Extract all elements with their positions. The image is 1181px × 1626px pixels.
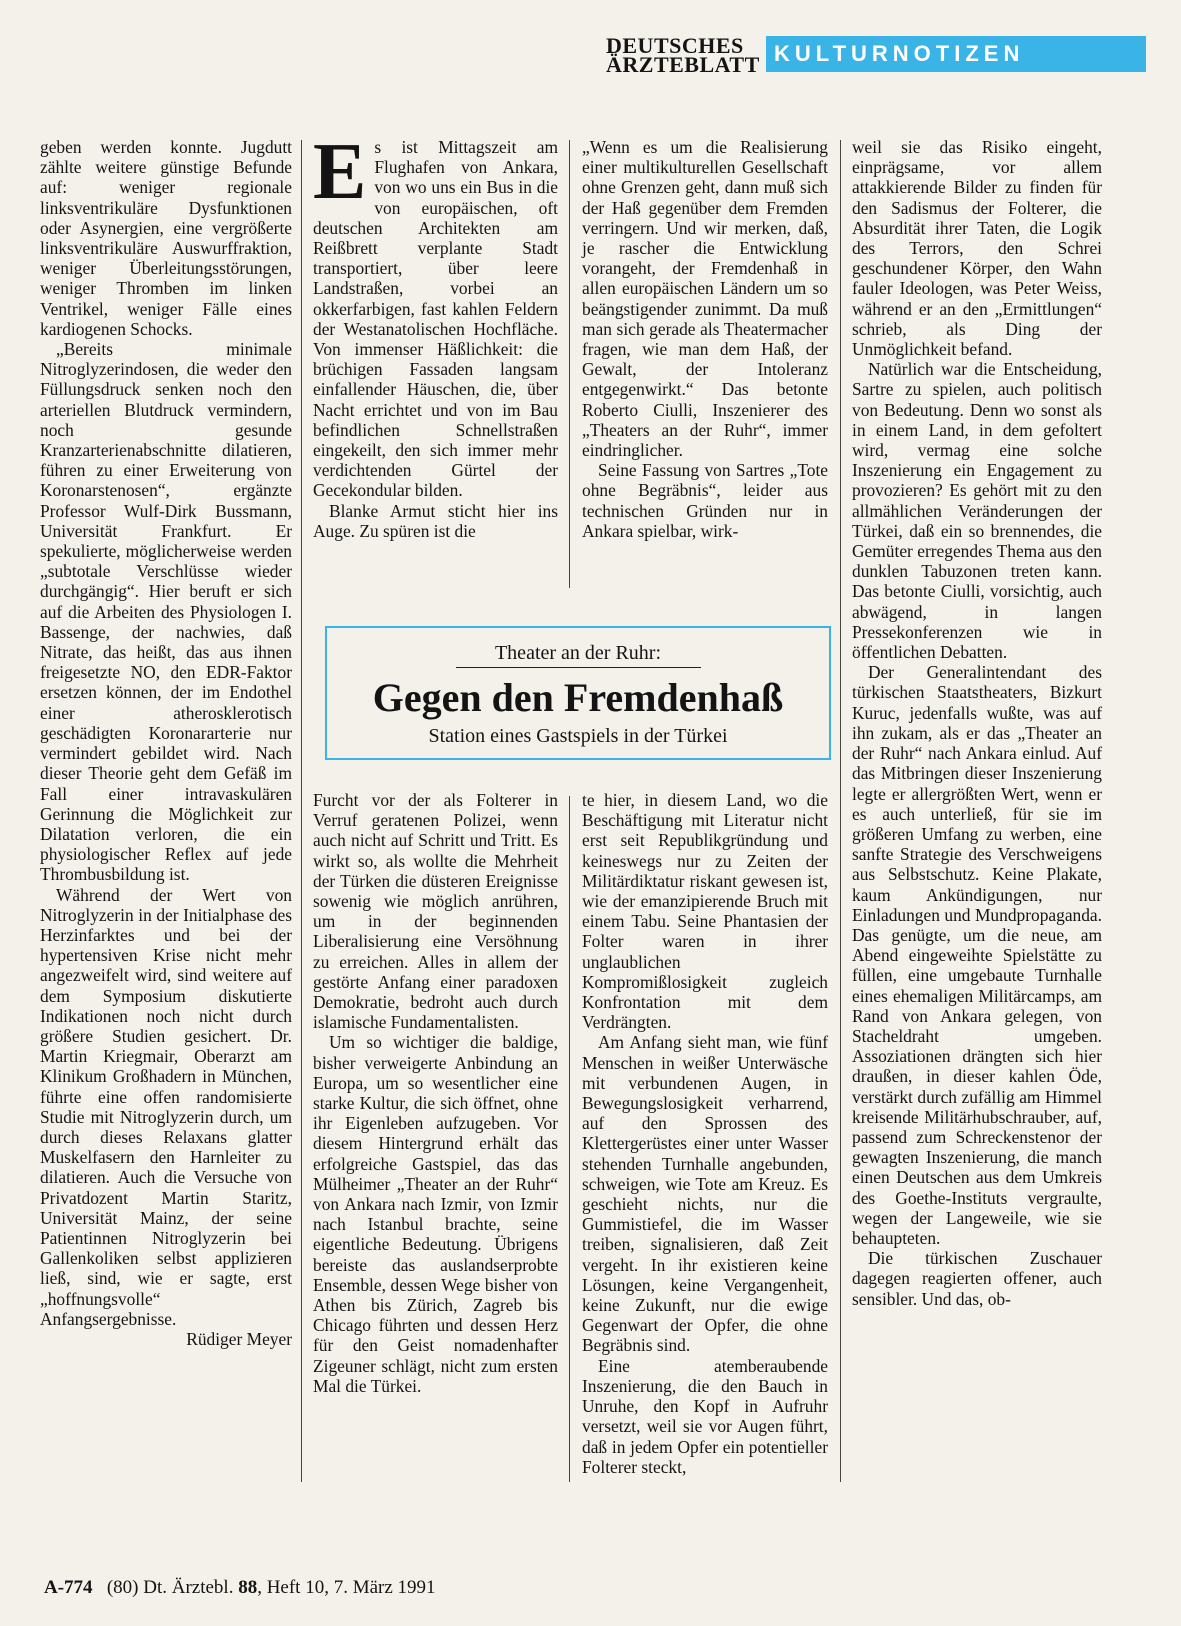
col4-paragraph-3: Der Generalintendant des türkischen Staatstheaters, Bizkurt Kuruc, jedenfalls wußte, was auf ihn zukam, als er das „Theater an der Ruhr“ nach Ankara einlud. Auf das Mitbringen dieser Inszenierung legte er allergrößten Wert, wenn er es auch unterließ, für sie im größeren Umfang zu werben, eine sanfte Strategie des Verschweigens aus Selbstschutz. Keine Plakate, kaum Ankündigungen, nur Einladungen und Mundpropaganda. Das genügte, um die neue, am Abend eingeweihte Spielstätte zu füllen, eine umgebaute Turnhalle eines ehemaligen Militärcamps, am Rand von Ankara gelegen, von Stacheldraht umgeben. Assoziationen drängten sich hier draußen, in dieser kahlen Öde, verstärkt durch zufällig am Himmel kreisende Militärhubschrauber, auf, passend zum Schreckenstenor der gewagten Inszenierung, die manch einen Deutschen aus dem Umkreis des Goethe-Instituts vergraulte, wegen der Langeweile, wie sie behaupteten. xyxy=(852,662,1102,1248)
col1-paragraph-3: Während der Wert von Nitroglyzerin in der Initialphase des Herzinfarktes und bei der hypertensiven Krise nicht mehr angezweifelt wird, sind weitere auf dem Symposium diskutierte Indikationen noch nicht durch größere Studien gesichert. Dr. Martin Kriegmair, Oberarzt am Klinikum Großhadern in München, führte eine offen randomisierte Studie mit Nitroglyzerin durch, um durch dieses Relaxans glatter Muskelfasern den Harnleiter zu dilatieren. Auch die Versuche von Privatdozent Martin Staritz, Universität Mainz, der seine Patientinnen Nitroglyzerin bei Gallenkoliken selbst applizieren ließ, sind, wie er sagte, erst „hoffnungsvolle“ Anfangsergebnisse. xyxy=(40,884,292,1329)
col3b-paragraph-1: te hier, in diesem Land, wo die Beschäftigung mit Literatur nicht erst seit Republikgründung und keineswegs nur zu Zeiten der Militärdiktatur riskant gewesen ist, wie der emanzipierende Bruch mit einem Tabu. Seine Phantasien der Folter waren in ihrer unglaublichen Kompromißlosigkeit zugleich Konfrontation mit dem Verdrängten. xyxy=(582,790,828,1033)
col2b-paragraph-2: Um so wichtiger die baldige, bisher verweigerte Anbindung an Europa, um so wesentlicher eine starke Kultur, die sich öffnet, ohne ihr Eigenleben aufzugeben. Vor diesem Hintergrund erhält das erfolgreiche Gastspiel, das das Mülheimer „Theater an der Ruhr“ von Ankara nach Izmir, von Izmir nach Istanbul brachte, seine eigentliche Bedeutung. Übrigens bereiste das auslandserprobte Ensemble, dessen Wege bisher von Athen bis Zürich, Zagreb bis Chicago führten und dessen Herz für den Geist nomadenhafter Zigeuner schlägt, nicht zum ersten Mal die Türkei. xyxy=(313,1032,558,1396)
col4-paragraph-4: Die türkischen Zuschauer dagegen reagierten offener, auch sensibler. Und das, ob- xyxy=(852,1248,1102,1309)
page-code: A-774 xyxy=(44,1577,93,1598)
col3b-paragraph-3: Eine atemberaubende Inszenierung, die den Bauch in Unruhe, den Kopf in Aufruhr versetzt, weil sie vor Augen führt, daß in jedem Opfer ein potentieller Folterer steckt, xyxy=(582,1355,828,1477)
col4-paragraph-1: weil sie das Risiko eingeht, einprägsame, vor allem attakkierende Bilder zu finden für den Sadismus der Folterer, die Absurdität ihrer Taten, die Logik des Terrors, den Schrei geschundener Körper, den Wahn fauler Ideologen, was Peter Weiss, während er an den „Ermittlungen“ schrieb, als Ding der Unmöglichkeit befand. xyxy=(852,137,1102,360)
journal-logo xyxy=(606,33,760,77)
column-rule-2-top xyxy=(569,140,570,588)
author-signature: Rüdiger Meyer xyxy=(186,1328,292,1349)
column-4 xyxy=(852,137,1102,1309)
col2-paragraph-1 xyxy=(313,128,558,501)
col3b-paragraph-2: Am Anfang sieht man, wie fünf Menschen in weißer Unterwäsche mit verbundenen Augen, in Bewegungslosigkeit verharrend, auf den Sprossen des Klettergerüstes einer unter Wasser stehenden Turnhalle angebunden, schweigen, wie Tote am Kreuz. Es geschieht nichts, nur die Gummistiefel, die im Wasser treiben, signalisieren, daß Zeit vergeht. In ihr existieren keine Lösungen, keine Vergangenheit, keine Zukunft, nur die ewige Gegenwart der Opfer, die ohne Begräbnis sind. xyxy=(582,1032,828,1356)
column-rule-2-bottom xyxy=(569,796,570,1482)
column-rule-3 xyxy=(840,140,841,1482)
article-headline: Gegen den Fremdenhaß xyxy=(372,675,784,720)
column-3-top xyxy=(582,137,828,541)
brand-line-2: ÄRZTEBLATT xyxy=(606,52,760,77)
column-3-bottom xyxy=(582,790,828,1477)
article-kicker: Theater an der Ruhr: xyxy=(494,642,662,664)
column-rule-1 xyxy=(301,140,302,1482)
kicker-underline xyxy=(456,667,701,668)
col3-paragraph-2: Seine Fassung von Sartres „Tote ohne Begräbnis“, leider aus technischen Gründen nur in Ankara spielbar, wirk- xyxy=(582,460,828,541)
column-2-top xyxy=(313,128,558,541)
section-label: KULTURNOTIZEN xyxy=(766,36,1146,72)
issue-suffix: , Heft 10, 7. März 1991 xyxy=(257,1577,436,1598)
col2-paragraph-1-text: s ist Mittagszeit am Flughafen von Ankara, von wo uns ein Bus in die von europäischen, oft deutschen Architekten am Reißbrett verplante Stadt transportiert, über leere Landstraßen, vorbei an okkerfarbigen, fast kahlen Feldern der Westanatolischen Hochfläche. Von immenser Häßlichkeit: die brüchigen Fassaden langsam einfallender Häuschen, die, über Nacht errichtet und von im Bau befindlichen Schnellstraßen eingekeilt, den sich immer mehr verdichtenden Gürtel der Gecekondular bilden. xyxy=(313,137,558,501)
masthead xyxy=(606,33,1166,78)
volume-number: 88 xyxy=(238,1577,258,1598)
col1-paragraph-1: geben werden konnte. Jugdutt zählte weitere günstige Befunde auf: weniger regionale linksventrikuläre Dysfunktionen oder Asynergien, eine vergrößerte linksventrikuläre Auswurffraktion, weniger Überleitungsstörungen, weniger Thromben im linken Ventrikel, weniger Fälle eines kardiogenen Schocks. xyxy=(40,137,292,339)
column-2-bottom xyxy=(313,790,558,1396)
col1-paragraph-2: „Bereits minimale Nitroglyzerindosen, die weder den Füllungsdruck senken noch den arteriellen Blutdruck vermindern, noch gesunde Kranzarterienabschnitte dilatieren, führen zu einer Erweiterung von Koronarstenosen“, ergänzte Professor Wulf-Dirk Bussmann, Universität Frankfurt. Er spekulierte, möglicherweise werden „subtotale Verschlüsse wieder durchgängig“. Hier beruft er sich auf die Arbeiten des Physiologen I. Bassenge, der nachwies, daß Nitrate, das heißt, das aus ihnen freigesetzte NO, den EDR-Faktor ersetzen können, der im Endothel einer atherosklerotisch geschädigten Koronararterie nur vermindert gebildet wird. Nach dieser Theorie geht dem Gefäß im Fall einer intravaskulären Gerinnung die Möglichkeit zur Dilatation verloren, die ein physiologischer Reflex auf jede Thrombusbildung ist. xyxy=(40,339,292,885)
issue-prefix: (80) Dt. Ärztebl. xyxy=(106,1577,234,1598)
brand-line-1: DEUTSCHES xyxy=(606,33,744,58)
drop-cap: E xyxy=(313,128,367,216)
col2-paragraph-2: Blanke Armut sticht hier ins Auge. Zu spüren ist die xyxy=(313,500,558,541)
col2b-paragraph-1: Furcht vor der als Folterer in Verruf geratenen Polizei, wenn auch nicht auf Schritt und Tritt. Es wirkt so, als wollte die Mehrheit der Türken die düsteren Ereignisse sowenig wie möglich anrühren, um in der beginnenden Liberalisierung eine Versöhnung zu erreichen. Alles in allem der gestörte Anfang einer paradoxen Demokratie, bedroht auch durch islamische Fundamentalisten. xyxy=(313,790,558,1033)
col3-paragraph-1: „Wenn es um die Realisierung einer multikulturellen Gesellschaft ohne Grenzen geht, dann muß sich der Haß gegenüber dem Fremden verringern. Und wir merken, daß, je rascher die Entwicklung vorangeht, der Fremdenhaß in allen europäischen Ländern um so beängstigender zunimmt. Da muß man sich gerade als Theatermacher fragen, wie man dem Haß, der Gewalt, der Intoleranz entgegenwirkt.“ Das betonte Roberto Ciulli, Inszenierer des „Theaters an der Ruhr“, immer eindringlicher. xyxy=(582,137,828,461)
article-subheadline: Station eines Gastspiels in der Türkei xyxy=(428,725,728,747)
headline-box xyxy=(325,626,831,760)
column-1 xyxy=(40,137,292,1349)
col4-paragraph-2: Natürlich war die Entscheidung, Sartre zu spielen, auch politisch von Bedeutung. Denn wo sonst als in einem Land, in dem gefoltert wird, vermag eine solche Inszenierung ein Engagement zu provozieren? Es gehört mit zu den allmählichen Veränderungen der Türkei, daß ein so brennendes, die Gemüter erregendes Thema aus den dunklen Tabuzonen treten kann. Das betonte Ciulli, vorsichtig, auch abwägend, in langen Pressekonferenzen wie in öffentlichen Debatten. xyxy=(852,359,1102,663)
page-footer xyxy=(44,1577,436,1599)
